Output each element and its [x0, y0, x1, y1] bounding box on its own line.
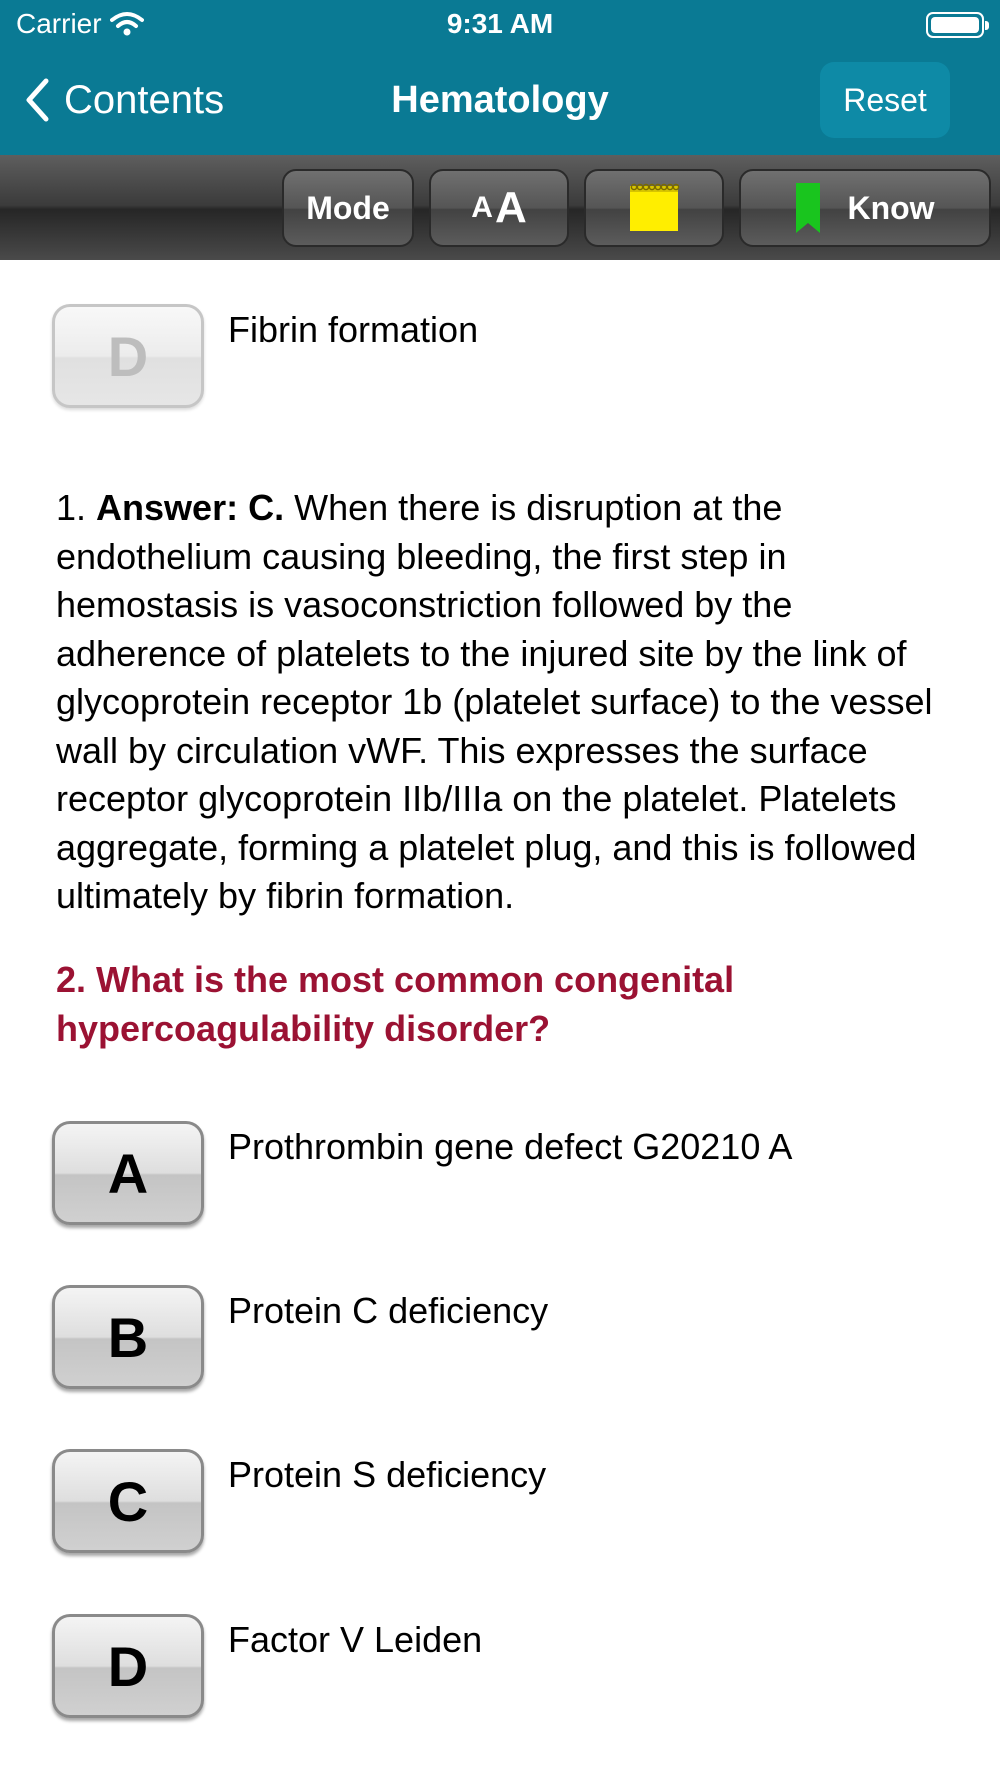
choice-d-button[interactable]: D [52, 1614, 204, 1718]
top-bar [0, 0, 1000, 155]
previous-choice-d-button[interactable]: D [52, 304, 204, 408]
navigation-bar [0, 50, 1000, 155]
mode-button[interactable]: Mode [282, 169, 414, 247]
notes-button[interactable] [584, 169, 724, 247]
status-time: 9:31 AM [446, 8, 554, 39]
status-bar [0, 0, 1000, 50]
answer-explanation [56, 484, 956, 921]
bookmark-icon [795, 183, 821, 233]
choice-c-text: Protein S deficiency [228, 1454, 547, 1495]
back-label: Contents [64, 77, 225, 122]
know-button[interactable] [739, 169, 991, 247]
explanation-text: When there is disruption at the endothelium causing bleeding, the first step in hemostasis is vasoconstriction followed by the adherence of platelets to the injured site by the link of glycoprotein receptor 1b (platelet surface) to the vessel wall by circulation vWF. This expresses the surface receptor glycoprotein IIb/IIIa on the platelet. Platelets aggregate, forming a platelet plug, and this is followed ultimately by fibrin formation. [56, 487, 933, 916]
page-title: Hematology [391, 79, 609, 121]
choice-b-button[interactable]: B [52, 1285, 204, 1389]
font-size-small-glyph: A [471, 191, 493, 224]
know-label: Know [847, 189, 935, 226]
carrier-label: Carrier [16, 8, 102, 39]
answer-label: Answer: C. [96, 487, 285, 528]
previous-choice-d-text: Fibrin formation [228, 309, 479, 350]
choice-c-button[interactable]: C [52, 1449, 204, 1553]
font-size-large-glyph: A [494, 183, 527, 232]
choice-b-text: Protein C deficiency [228, 1290, 549, 1331]
reset-button[interactable]: Reset [820, 62, 950, 138]
choice-a-button[interactable]: A [52, 1121, 204, 1225]
battery-icon [926, 12, 984, 38]
choice-a-text: Prothrombin gene defect G20210 A [228, 1126, 793, 1167]
question-text: 2. What is the most common congenital hypercoagulability disorder? [56, 959, 735, 1049]
notepad-icon [628, 183, 680, 233]
font-size-button[interactable] [429, 169, 569, 247]
choice-d-text: Factor V Leiden [228, 1619, 483, 1660]
toolbar [0, 155, 1000, 260]
explanation-number: 1. [56, 487, 87, 528]
